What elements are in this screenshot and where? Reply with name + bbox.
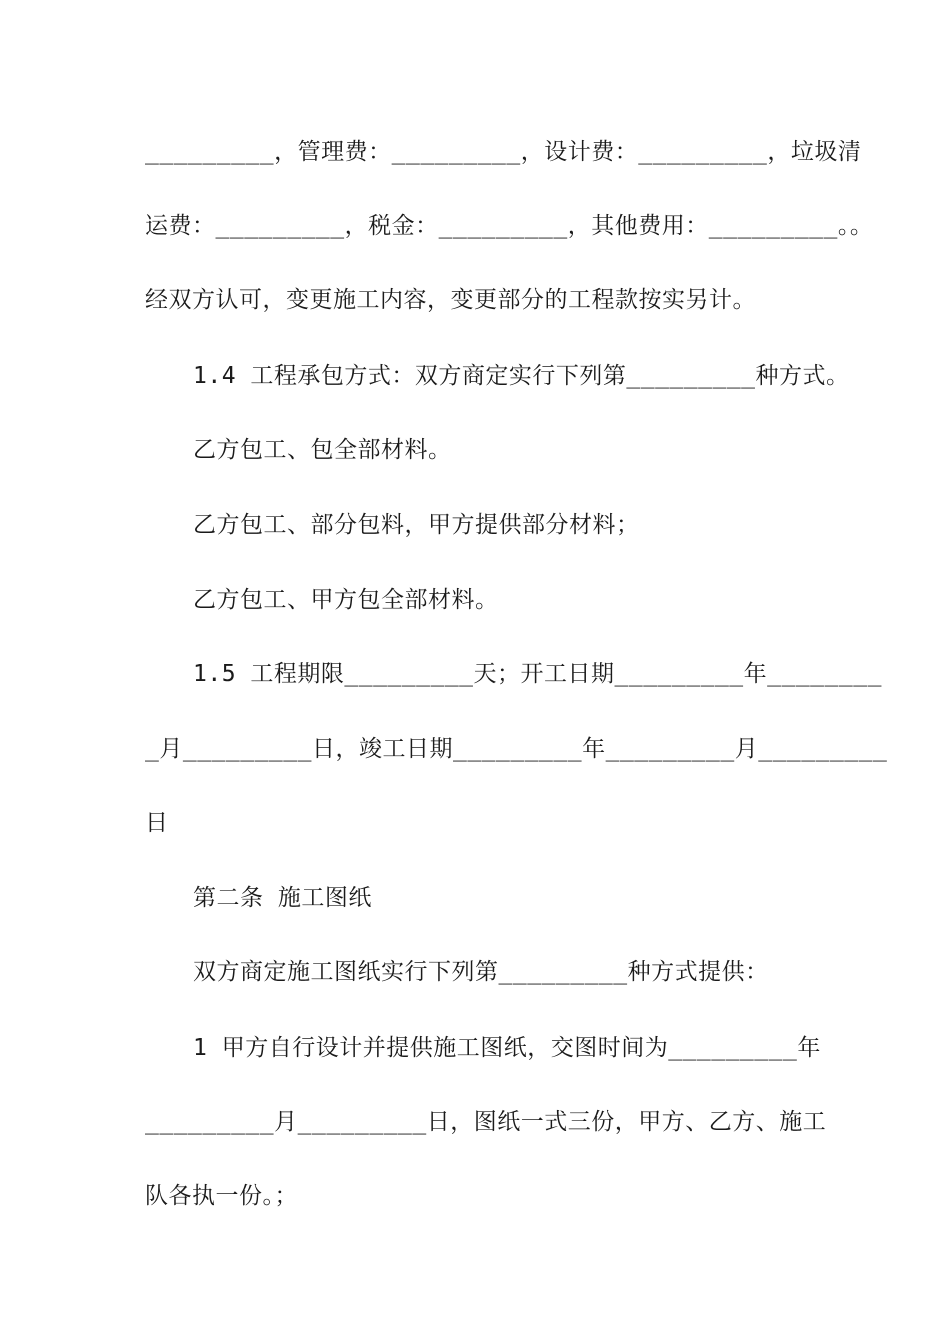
text-line-2: 运费：_________，税金：_________，其他费用：_________。。 xyxy=(145,213,874,239)
clause-1-5: 1.5 工程期限_________天；开工日期_________年________ xyxy=(193,661,882,687)
text-line-12: 双方商定施工图纸实行下列第_________种方式提供： xyxy=(193,959,769,985)
option-line-1: 乙方包工、包全部材料。 xyxy=(193,437,452,463)
text-line-15: 队各执一份。； xyxy=(145,1183,298,1209)
text-line-3: 经双方认可，变更施工内容，变更部分的工程款按实另计。 xyxy=(145,287,756,313)
option-line-2: 乙方包工、部分包料，甲方提供部分材料； xyxy=(193,512,640,538)
section-heading-article-2: 第二条 施工图纸 xyxy=(193,885,372,911)
option-line-3: 乙方包工、甲方包全部材料。 xyxy=(193,587,499,613)
text-line-10: 日 xyxy=(145,810,169,836)
text-line-9: _月_________日，竣工日期_________年_________月_________ xyxy=(145,736,888,762)
item-1-line: 1 甲方自行设计并提供施工图纸，交图时间为_________年 xyxy=(193,1035,821,1061)
text-line-14: _________月_________日，图纸一式三份，甲方、乙方、施工 xyxy=(145,1109,827,1135)
text-line-1: _________，管理费：_________，设计费：_________，垃圾清 xyxy=(145,139,862,165)
clause-1-4: 1.4 工程承包方式：双方商定实行下列第_________种方式。 xyxy=(193,363,850,389)
